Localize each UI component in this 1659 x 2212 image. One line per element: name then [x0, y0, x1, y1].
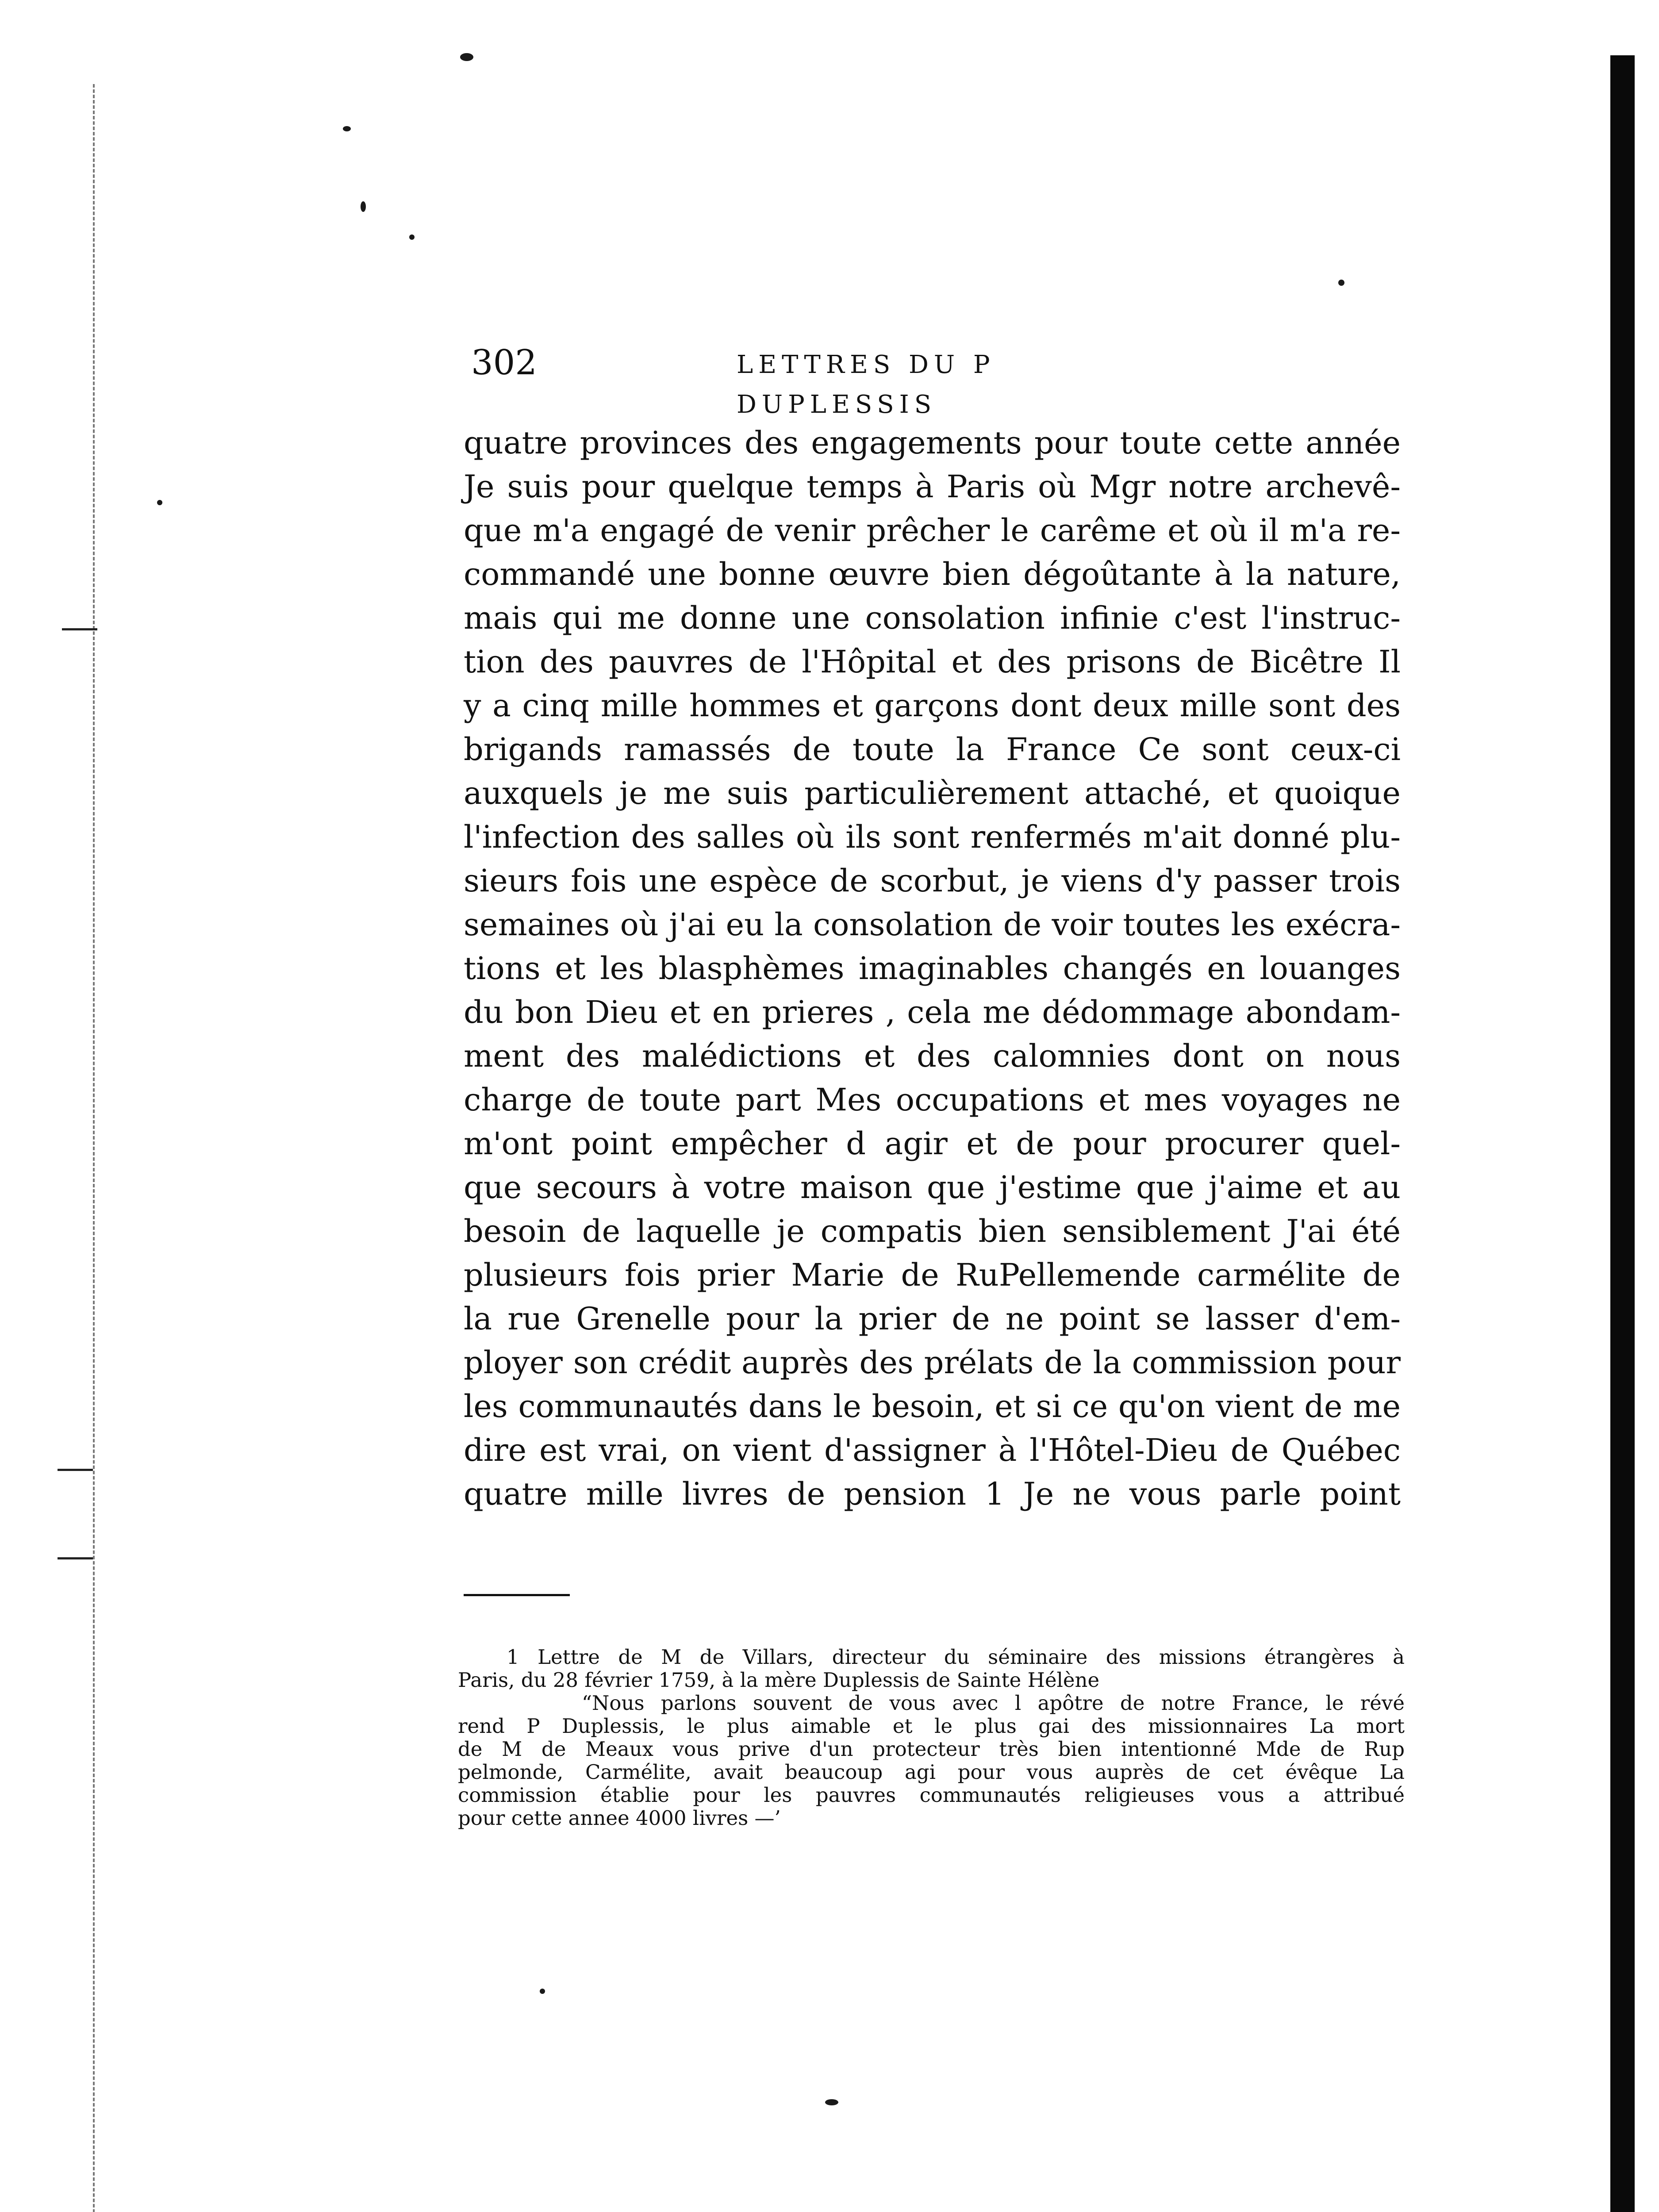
body-line: les communautés dans le besoin, et si ce qu'on vient de me [464, 1388, 1401, 1425]
scan-speck [540, 1989, 545, 1994]
body-line: charge de toute part Mes occupations et mes voyages ne [464, 1082, 1401, 1118]
body-line: que m'a engagé de venir prêcher le carême et où il m'a re- [464, 512, 1401, 549]
footnote-line: rend P Duplessis, le plus aimable et le plus gai des missionnaires La mort [458, 1714, 1405, 1738]
footnote-rule [464, 1594, 570, 1596]
footnotes [458, 1646, 1405, 1830]
running-head [471, 341, 1179, 419]
body-line: m'ont point empêcher d agir et de pour procurer quel- [464, 1125, 1401, 1162]
margin-tick [58, 1557, 93, 1559]
footnote-line: Paris, du 28 février 1759, à la mère Duplessis de Sainte Hélène [458, 1668, 1100, 1692]
body-line: commandé une bonne œuvre bien dégoûtante à la nature, [464, 556, 1401, 592]
body-line: tions et les blasphèmes imaginables changés en louanges [464, 950, 1401, 987]
footnote-line: 1 Lettre de M de Villars, directeur du séminaire des missions étrangères à [507, 1645, 1405, 1669]
body-line: sieurs fois une espèce de scorbut, je viens d'y passer trois [464, 863, 1401, 899]
body-line: plusieurs fois prier Marie de RuPellemende carmélite de [464, 1257, 1401, 1293]
body-line: semaines où j'ai eu la consolation de voir toutes les exécra- [464, 906, 1401, 943]
body-line: l'infection des salles où ils sont renfermés m'ait donné plu- [464, 819, 1401, 855]
scan-speck [361, 201, 366, 212]
scan-speck [343, 126, 351, 131]
body-text [464, 421, 1401, 1516]
scan-dashed-margin [93, 84, 95, 2212]
body-line: Je suis pour quelque temps à Paris où Mgr notre archevê- [464, 469, 1401, 505]
scan-speck [1338, 280, 1344, 286]
scan-speck [409, 234, 415, 240]
footnote-line: “Nous parlons souvent de vous avec l apôtre de notre France, le révé [582, 1691, 1405, 1715]
body-line: la rue Grenelle pour la prier de ne point se lasser d'em- [464, 1301, 1401, 1337]
margin-tick [62, 628, 97, 630]
footnote-line: de M de Meaux vous prive d'un protecteur très bien intentionné Mde de Rup [458, 1737, 1405, 1761]
body-line: besoin de laquelle je compatis bien sensiblement J'ai été [464, 1213, 1401, 1249]
page-number: 302 [471, 343, 537, 383]
body-line: mais qui me donne une consolation infinie c'est l'instruc- [464, 600, 1401, 636]
footnote-line: pelmonde, Carmélite, avait beaucoup agi pour vous auprès de cet évêque La [458, 1760, 1405, 1784]
margin-tick [58, 1469, 93, 1471]
body-line: y a cinq mille hommes et garçons dont deux mille sont des [464, 687, 1401, 724]
footnote-line: commission établie pour les pauvres communautés religieuses vous a attribué [458, 1783, 1405, 1807]
scan-speck [460, 53, 473, 61]
scan-speck [825, 2099, 838, 2105]
footnote-line: pour cette annee 4000 livres —’ [458, 1806, 781, 1830]
body-line: quatre provinces des engagements pour toute cette année [464, 425, 1401, 461]
scan-border-bar [1610, 55, 1635, 2212]
body-line: tion des pauvres de l'Hôpital et des prisons de Bicêtre Il [464, 644, 1401, 680]
body-line: ployer son crédit auprès des prélats de la commission pour [464, 1344, 1401, 1381]
body-line: dire est vrai, on vient d'assigner à l'Hôtel-Dieu de Québec [464, 1432, 1401, 1468]
running-title: LETTRES DU P DUPLESSIS [737, 350, 995, 419]
body-line: auxquels je me suis particulièrement attaché, et quoique [464, 775, 1401, 811]
body-line: du bon Dieu et en prieres , cela me dédommage abondam- [464, 994, 1401, 1030]
body-line: que secours à votre maison que j'estime que j'aime et au [464, 1169, 1401, 1206]
scan-speck [157, 500, 162, 505]
body-line: quatre mille livres de pension 1 Je ne vous parle point [464, 1476, 1401, 1512]
body-line: ment des malédictions et des calomnies dont on nous [464, 1038, 1401, 1074]
body-line: brigands ramassés de toute la France Ce sont ceux-ci [464, 731, 1401, 768]
